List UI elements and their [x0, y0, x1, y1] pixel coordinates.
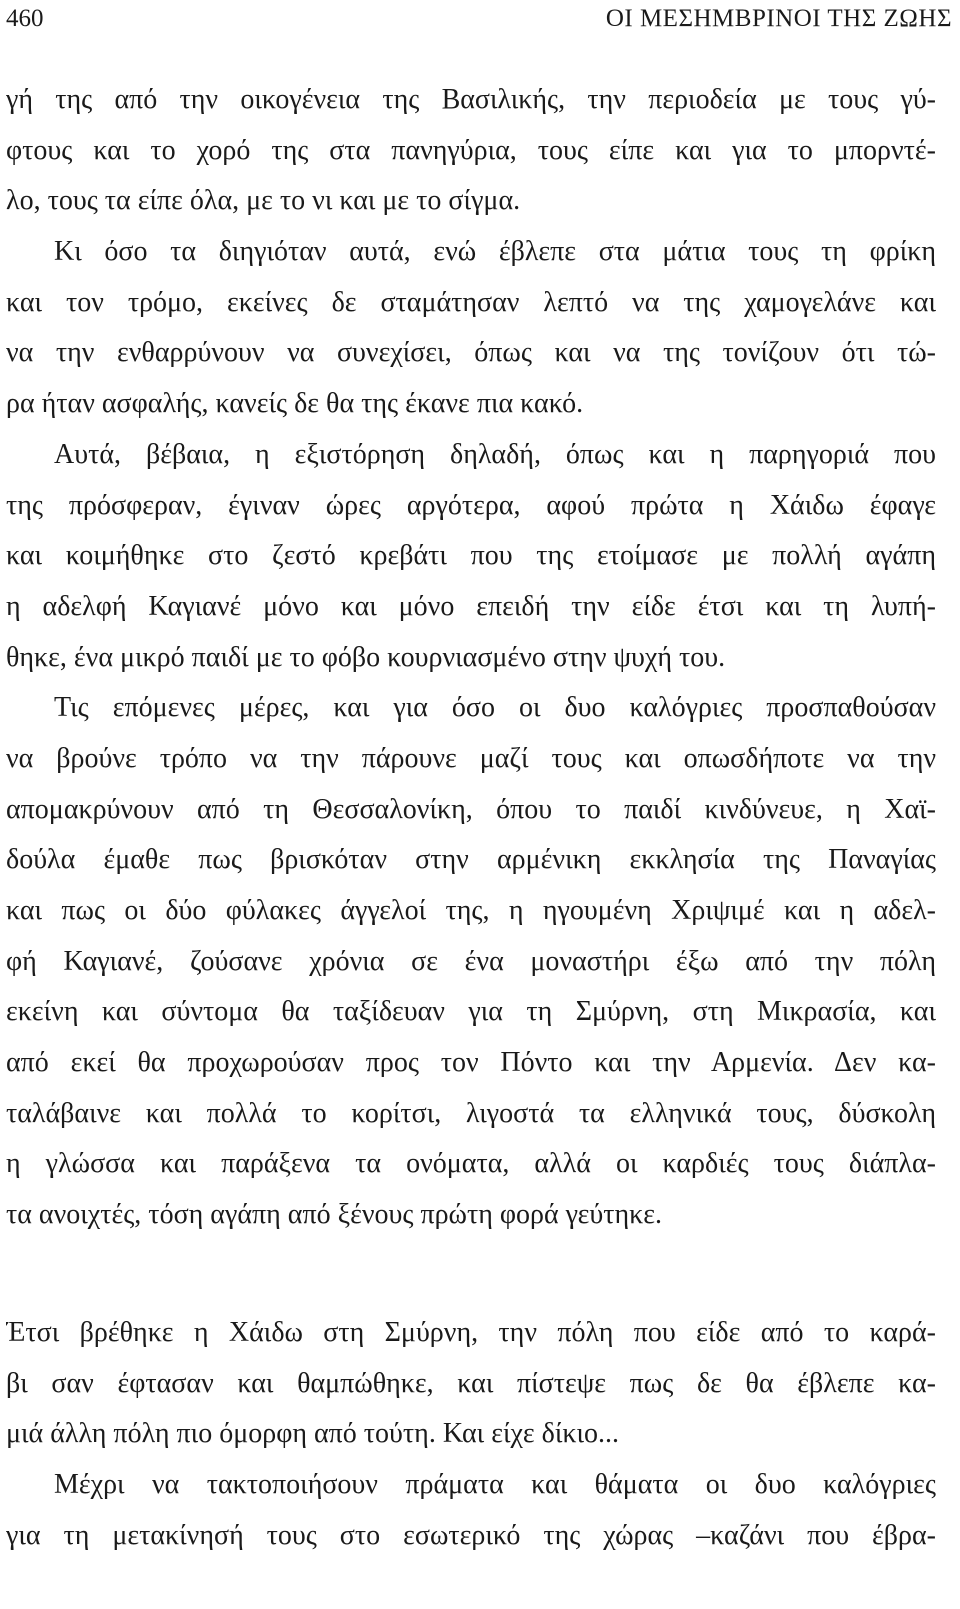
text-line: βι σαν έφτασαν και θαμπώθηκε, και πίστεψε πως δε θα έβλεπε κα- [6, 1367, 936, 1399]
text-line: για τη μετακίνησή τους στο εσωτερικό της χώρας –καζάνι που έβρα- [6, 1519, 936, 1551]
text-line: εκείνη και σύντομα θα ταξίδευαν για τη Σμύρνη, στη Μικρασία, και [6, 996, 936, 1028]
text-line: τα ανοιχτές, τόση αγάπη από ξένους πρώτη φορά γεύτηκε. [6, 1199, 662, 1231]
text-section-two [6, 1308, 936, 1561]
text-line: φή Καγιανέ, ζούσανε χρόνια σε ένα μοναστήρι έξω από την πόλη [6, 945, 936, 977]
page-number: 460 [6, 5, 44, 32]
running-title: ΟΙ ΜΕΣΗΜΒΡΙΝΟΙ ΤΗΣ ΖΩΗΣ [605, 5, 952, 32]
text-line: η αδελφή Καγιανέ μόνο και μόνο επειδή την είδε έτσι και τη λυπή- [6, 590, 936, 622]
text-line: Έτσι βρέθηκε η Χάιδω στη Σμύρνη, την πόλη που είδε από το καρά- [6, 1317, 936, 1348]
text-line: να βρούνε τρόπο να την πάρουνε μαζί τους και οπωσδήποτε να την [6, 742, 936, 774]
text-line: μιά άλλη πόλη πιο όμορφη από τούτη. Και είχε δίκιο... [6, 1418, 620, 1450]
running-head [6, 4, 952, 34]
paragraph-start-line: Κι όσο τα διηγιόταν αυτά, ενώ έβλεπε στα μάτια τους τη φρίκη [54, 236, 936, 268]
text-line: γή της από την οικογένεια της Βασιλικής, την περιοδεία με τους γύ- [6, 84, 936, 115]
text-line: θηκε, ένα μικρό παιδί με το φόβο κουρνιασμένο στην ψυχή του. [6, 641, 726, 673]
paragraph-start-line: Αυτά, βέβαια, η εξιστόρηση δηλαδή, όπως και η παρηγοριά που [54, 438, 936, 470]
text-section-one [6, 75, 936, 1241]
text-line: απομακρύνουν από τη Θεσσαλονίκη, όπου το παιδί κινδύνευε, η Χαϊ- [6, 793, 936, 825]
text-line: και τον τρόμο, εκείνες δε σταμάτησαν λεπτό να της χαμογελάνε και [6, 286, 936, 318]
text-line: δούλα έμαθε πως βρισκόταν στην αρμένικη εκκλησία της Παναγίας [6, 844, 936, 876]
text-line: φτους και το χορό της στα πανηγύρια, τους είπε και για το μπορντέ- [6, 134, 936, 166]
text-line: λο, τους τα είπε όλα, με το νι και με το σίγμα. [6, 185, 521, 217]
paragraph-start-line: Τις επόμενες μέρες, και για όσο οι δυο καλόγριες προσπαθούσαν [54, 692, 936, 724]
text-line: από εκεί θα προχωρούσαν προς τον Πόντο και την Αρμενία. Δεν κα- [6, 1047, 936, 1079]
text-line: ρα ήταν ασφαλής, κανείς δε θα της έκανε πια κακό. [6, 388, 584, 420]
text-line: να την ενθαρρύνουν να συνεχίσει, όπως και να της τονίζουν ότι τώ- [6, 337, 936, 369]
text-line: της πρόσφεραν, έγιναν ώρες αργότερα, αφού πρώτα η Χάιδω έφαγε [6, 489, 936, 521]
text-line: η γλώσσα και παράξενα τα ονόματα, αλλά οι καρδιές τους διάπλα- [6, 1148, 936, 1180]
paragraph-start-line: Μέχρι να τακτοποιήσουν πράματα και θάματα οι δυο καλόγριες [54, 1469, 936, 1501]
text-line: και πως οι δύο φύλακες άγγελοί της, η ηγουμένη Χριψιμέ και η αδελ- [6, 895, 936, 926]
text-line: ταλάβαινε και πολλά το κορίτσι, λιγοστά τα ελληνικά τους, δύσκολη [6, 1097, 936, 1129]
text-line: και κοιμήθηκε στο ζεστό κρεβάτι που της ετοίμασε με πολλή αγάπη [6, 540, 936, 572]
